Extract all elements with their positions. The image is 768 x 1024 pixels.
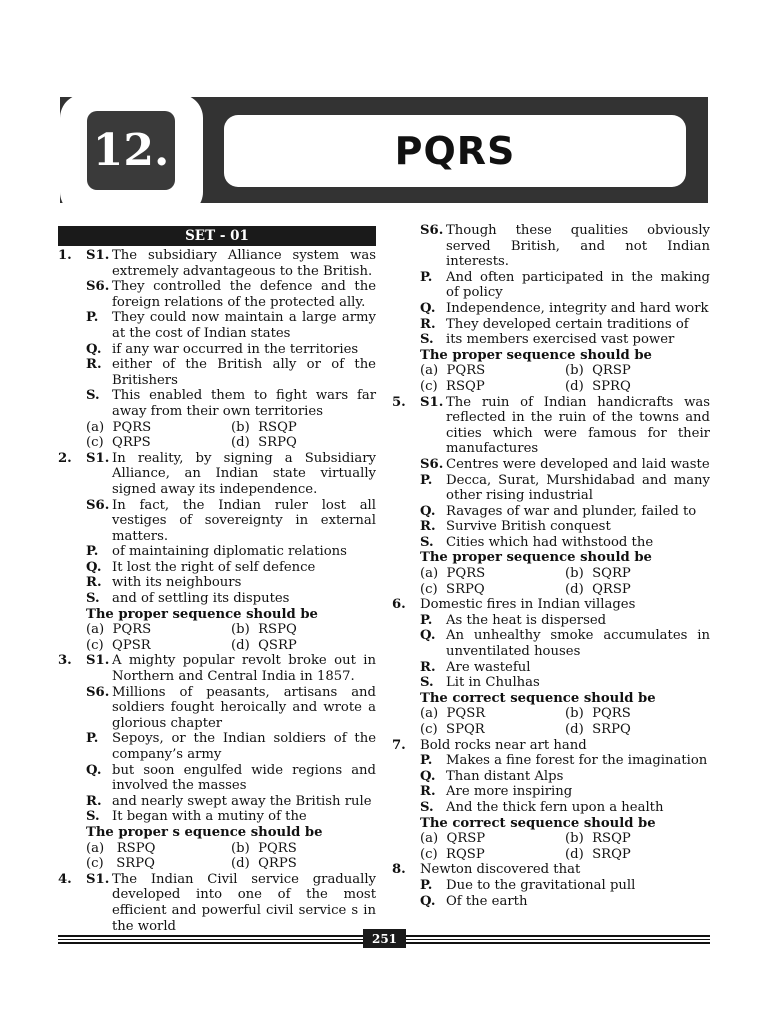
sentence-text: Independence, integrity and hard work: [446, 300, 709, 316]
sentence-line: [392, 270, 710, 301]
sentence-label: S1.: [86, 871, 110, 887]
sentence-label: Q.: [420, 300, 436, 316]
sentence-text: The subsidiary Alliance system was extremely advantageous to the British.: [112, 248, 376, 279]
question-stem: [58, 872, 376, 934]
sentence-label: Q.: [86, 341, 102, 357]
sentence-label: S6.: [86, 684, 110, 700]
answer-option: (c) RSQP: [420, 378, 485, 394]
sentence-text: And the thick fern upon a health: [446, 799, 664, 815]
answer-option: (c) QRPS: [86, 435, 151, 451]
question-stem: [58, 248, 376, 279]
answer-option: (a) RSPQ: [86, 840, 156, 856]
answer-option: (c) QPSR: [86, 637, 151, 653]
sentence-line: [392, 878, 710, 894]
sentence-label: R.: [420, 784, 436, 800]
sentence-label: P.: [86, 310, 99, 326]
answer-options: [58, 420, 376, 436]
sentence-text: Are wasteful: [446, 659, 531, 675]
sentence-text: either of the British ally or of the Britishers: [112, 357, 376, 388]
sentence-label: Q.: [86, 559, 102, 575]
sentence-line: [392, 473, 710, 504]
sentence-text: Cities which had withstood the: [446, 534, 654, 550]
sentence-text: if any war occurred in the territories: [112, 341, 359, 357]
sentence-label: S6.: [86, 279, 110, 295]
sequence-prompt: The correct sequence should be: [420, 690, 656, 706]
sentence-label: R.: [420, 659, 436, 675]
sentence-text: A mighty popular revolt broke out in Northern and Central India in 1857.: [112, 653, 376, 685]
sentence-text: of maintaining diplomatic relations: [112, 544, 347, 560]
sentence-label: R.: [86, 357, 102, 373]
answer-option: (c) SPQR: [420, 722, 485, 737]
set-label: SET - 01: [58, 226, 376, 246]
answer-option: (d) SRPQ: [231, 435, 297, 451]
sentence-label: R.: [420, 316, 436, 332]
answer-option: (d) SRPQ: [565, 722, 631, 737]
sentence-line: [58, 575, 376, 591]
sentence-text: This enabled them to fight wars far away from their own territories: [112, 388, 376, 419]
sentence-text: And often participated in the making of policy: [446, 269, 710, 301]
sentence-label: S1.: [86, 450, 110, 466]
sentence-label: S.: [420, 332, 434, 348]
sentence-label: S.: [86, 809, 100, 825]
answer-options: [392, 379, 710, 395]
answer-option: (a) PQRS: [86, 419, 152, 435]
sentence-line: [58, 763, 376, 794]
sentence-line: [392, 457, 710, 473]
sentence-label: Q.: [420, 768, 436, 784]
sentence-text: It began with a mutiny of the: [112, 809, 307, 825]
sentence-label: Q.: [420, 503, 436, 519]
sentence-label: R.: [420, 519, 436, 535]
sentence-text: Are more inspiring: [446, 784, 573, 800]
sentence-text: Makes a fine forest for the imagination: [446, 753, 708, 769]
sentence-text: Centres were developed and laid waste: [446, 456, 710, 472]
sentence-label: P.: [420, 877, 433, 893]
answer-options: [392, 706, 710, 722]
sentence-line: [58, 809, 376, 825]
sentence-text: Millions of peasants, artisans and soldiers fought heroically and wrote a glorious chapter: [112, 684, 376, 731]
question-stem: [392, 862, 710, 878]
sentence-text: Than distant Alps: [446, 768, 564, 784]
answer-options: [58, 435, 376, 451]
right-column: [392, 223, 710, 909]
question-stem: [392, 738, 710, 754]
sentence-text: Survive British conquest: [446, 519, 611, 535]
sentence-label: R.: [86, 793, 102, 809]
answer-options: [58, 841, 376, 857]
answer-options: [392, 722, 710, 738]
question-stem: [392, 597, 710, 613]
sentence-text: An unhealthy smoke accumulates in unventilated houses: [446, 628, 710, 660]
sentence-line: [392, 894, 710, 910]
sentence-label: S.: [420, 675, 434, 691]
sentence-label: Q.: [420, 893, 436, 909]
sentence-label: S6.: [86, 497, 110, 513]
sentence-label: S.: [86, 591, 100, 607]
sentence-label: P.: [86, 731, 99, 747]
sentence-text: Decca, Surat, Murshidabad and many other rising industrial: [446, 472, 710, 504]
sentence-text: Domestic fires in Indian villages: [420, 597, 636, 613]
sentence-label: S6.: [420, 223, 444, 238]
answer-option: (a) PQRS: [420, 566, 486, 582]
sentence-line: [392, 675, 710, 691]
answer-options: [392, 582, 710, 598]
sentence-text: Ravages of war and plunder, failed to: [446, 503, 697, 519]
sentence-label: P.: [420, 472, 433, 488]
sentence-line: [58, 685, 376, 732]
question-stem: [392, 395, 710, 457]
sentence-text: They developed certain traditions of: [446, 316, 689, 332]
question-number: 5.: [392, 394, 406, 410]
sentence-label: P.: [86, 544, 99, 560]
sentence-text: Bold rocks near art hand: [420, 737, 587, 753]
sentence-line: [392, 301, 710, 317]
sentence-line: [392, 628, 710, 659]
sentence-text: The ruin of Indian handicrafts was reflected in the ruin of the towns and cities which were famous for their manufactures: [446, 394, 710, 457]
sentence-text: its members exercised vast power: [446, 332, 675, 348]
answer-options: [392, 847, 710, 863]
sentence-line: [392, 504, 710, 520]
sentence-text: Due to the gravitational pull: [446, 877, 636, 893]
chapter-number: 12.: [87, 111, 175, 190]
answer-option: (b) RSQP: [231, 419, 297, 435]
right-question-list: [392, 223, 710, 909]
sentence-line: [58, 342, 376, 358]
question-number: 7.: [392, 737, 406, 753]
sentence-label: S.: [420, 799, 434, 815]
sentence-text: Newton discovered that: [420, 862, 581, 878]
question-number: 3.: [58, 653, 72, 669]
sentence-text: Of the earth: [446, 893, 528, 909]
sentence-line: [58, 388, 376, 419]
sentence-text: with its neighbours: [112, 575, 242, 591]
sentence-line: [392, 535, 710, 551]
sentence-line: [58, 544, 376, 560]
sentence-label: Q.: [420, 628, 436, 644]
sentence-line: [392, 519, 710, 535]
sentence-text: In fact, the Indian ruler lost all vestiges of sovereignty in external matters.: [112, 497, 376, 544]
sentence-text: but soon engulfed wide regions and involved the masses: [112, 762, 376, 794]
sentence-label: S.: [420, 534, 434, 550]
sentence-line: [392, 332, 710, 348]
sentence-text: and of settling its disputes: [112, 591, 290, 607]
answer-option: (b) SQRP: [565, 566, 631, 582]
sentence-line: [58, 279, 376, 310]
sentence-line: [392, 317, 710, 333]
sentence-line: [58, 794, 376, 810]
sentence-label: P.: [420, 753, 433, 769]
answer-option: (d) QRPS: [231, 856, 297, 872]
sentence-label: S1.: [86, 653, 110, 669]
sentence-text: They controlled the defence and the foreign relations of the protected ally.: [112, 279, 376, 310]
answer-option: (b) QRSP: [565, 363, 631, 379]
sentence-text: Lit in Chulhas: [446, 675, 540, 691]
question-stem: [58, 451, 376, 498]
sentence-line: [58, 731, 376, 762]
answer-options: [58, 856, 376, 872]
sentence-line: [392, 223, 710, 270]
sequence-prompt: The proper sequence should be: [86, 606, 318, 622]
sentence-line: [392, 784, 710, 800]
answer-option: (d) SRQP: [565, 846, 631, 862]
sentence-label: P.: [420, 269, 433, 285]
sentence-label: S6.: [420, 456, 444, 472]
question-number: 4.: [58, 871, 72, 887]
answer-option: (a) PQSR: [420, 706, 486, 722]
answer-option: (b) RSQP: [565, 831, 631, 847]
answer-options: [392, 831, 710, 847]
sentence-text: Though these qualities obviously served British, and not Indian interests.: [446, 223, 710, 270]
sentence-text: and nearly swept away the British rule: [112, 793, 372, 809]
answer-option: (d) QRSP: [565, 581, 631, 597]
sequence-prompt: The proper sequence should be: [420, 347, 652, 363]
answer-option: (a) QRSP: [420, 831, 486, 847]
sentence-label: P.: [420, 612, 433, 628]
left-question-list: [58, 248, 376, 934]
sentence-text: The Indian Civil service gradually developed into one of the most efficient and powerful civil service s in the world: [112, 871, 376, 934]
sentence-label: R.: [86, 575, 102, 591]
answer-options: [392, 566, 710, 582]
answer-option: (d) SPRQ: [565, 378, 631, 394]
sentence-line: [58, 357, 376, 388]
sentence-line: [392, 800, 710, 816]
question-stem: [58, 653, 376, 684]
sentence-line: [58, 560, 376, 576]
page-number: 251: [363, 929, 406, 948]
sentence-text: In reality, by signing a Subsidiary Alliance, an Indian state virtually signed away its independence.: [112, 450, 376, 497]
answer-option: (b) PQRS: [565, 706, 631, 722]
answer-option: (c) SRPQ: [420, 581, 485, 597]
sentence-text: As the heat is dispersed: [446, 612, 607, 628]
sentence-line: [392, 660, 710, 676]
answer-option: (c) RQSP: [420, 846, 485, 862]
answer-option: (b) RSPQ: [231, 622, 297, 638]
sentence-line: [58, 310, 376, 341]
sequence-prompt: The correct sequence should be: [420, 815, 656, 831]
chapter-title: PQRS: [224, 115, 686, 187]
question-number: 8.: [392, 862, 406, 878]
sentence-line: [392, 769, 710, 785]
answer-option: (a) PQRS: [86, 622, 152, 638]
sentence-label: S1.: [420, 394, 444, 410]
answer-options: [58, 638, 376, 654]
question-number: 6.: [392, 597, 406, 613]
sentence-line: [392, 613, 710, 629]
sentence-label: S1.: [86, 248, 110, 263]
answer-option: (b) PQRS: [231, 840, 297, 856]
answer-options: [392, 363, 710, 379]
sequence-prompt: The proper s equence should be: [86, 824, 323, 840]
question-number: 1.: [58, 248, 72, 263]
sentence-label: S.: [86, 388, 100, 404]
sentence-line: [58, 498, 376, 545]
sentence-line: [58, 591, 376, 607]
answer-option: (a) PQRS: [420, 363, 486, 379]
answer-options: [58, 622, 376, 638]
sentence-label: Q.: [86, 762, 102, 778]
sequence-prompt: The proper sequence should be: [420, 550, 652, 566]
sentence-line: [392, 753, 710, 769]
left-column: [58, 226, 376, 934]
answer-option: (c) SRPQ: [86, 856, 155, 872]
sentence-text: It lost the right of self defence: [112, 559, 316, 575]
question-number: 2.: [58, 450, 72, 466]
sentence-text: Sepoys, or the Indian soldiers of the company’s army: [112, 731, 376, 762]
answer-option: (d) QSRP: [231, 637, 297, 653]
sentence-text: They could now maintain a large army at the cost of Indian states: [112, 310, 376, 341]
